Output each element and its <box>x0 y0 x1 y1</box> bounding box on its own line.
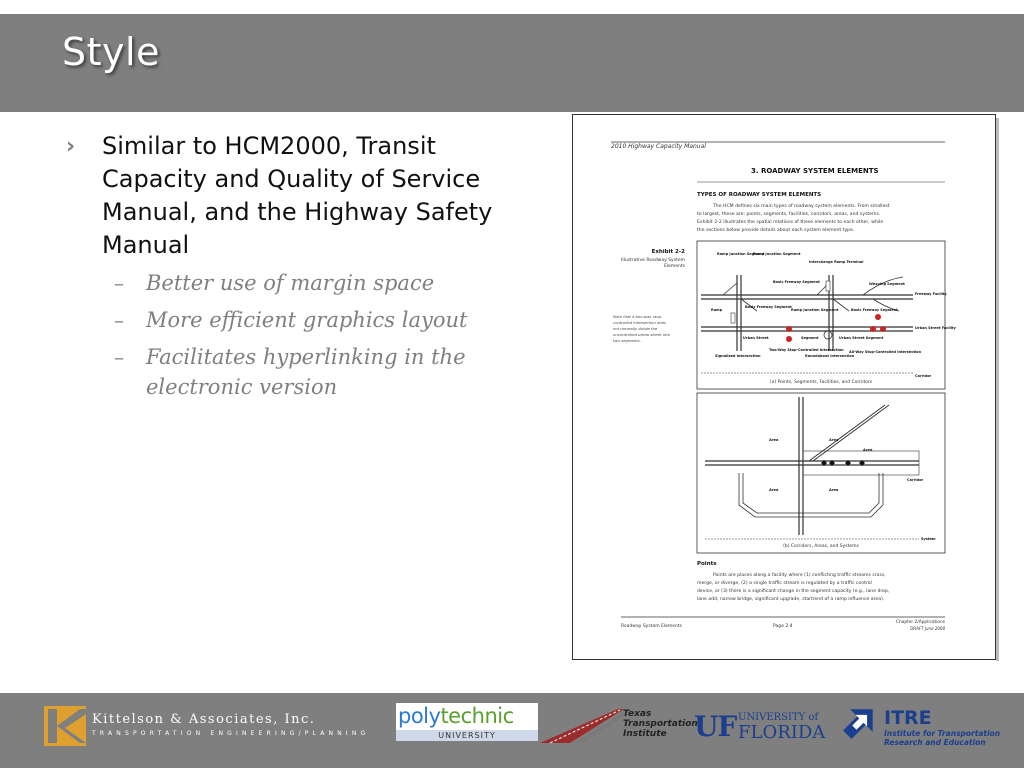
diagram-b-caption: (b) Corridors, Areas, and Systems <box>783 544 859 549</box>
label-area: Area <box>769 488 779 492</box>
doc-footer-left: Roadway System Elements <box>621 624 683 629</box>
label-area: Area <box>829 488 839 492</box>
chevron-bullet-icon: › <box>66 134 76 159</box>
label-ramp-junction: Ramp Junction Segment <box>717 252 765 256</box>
label-two-way-stop: Two-Way Stop-Controlled Intersection <box>769 348 844 352</box>
polytechnic-wordmark <box>398 704 514 728</box>
doc-margin-note: controlled intersection does <box>613 320 667 325</box>
doc-points-line: lane add, narrow bridge, significant upgrade, start/end of a ramp influence area). <box>697 597 885 602</box>
label-basic-freeway: Basic Freeway Segment <box>773 280 820 284</box>
bullet-list <box>66 130 536 409</box>
doc-points-line: Points are places along a facility where (1) conflicting traffic streams cross, <box>713 573 886 578</box>
label-area: Area <box>769 438 779 442</box>
doc-footer-right: Chapter 2/Applications <box>896 620 945 625</box>
sub-bullet-item <box>114 268 536 298</box>
tti-line: Transportation <box>623 719 698 729</box>
polytechnic-university-text: UNIVERSITY <box>396 730 538 741</box>
poly-text: poly <box>398 704 441 728</box>
sub-bullet-marker: – <box>114 345 124 369</box>
label-weaving: Weaving Segment <box>869 282 905 286</box>
label-segment: Segment <box>801 336 819 340</box>
doc-footer-page: Page 2-4 <box>773 624 793 629</box>
doc-exhibit-title: Elements <box>664 264 685 269</box>
doc-intro-line: The HCM defines six main types of roadway system elements. From smallest <box>713 204 890 209</box>
doc-chapter-title: 3. ROADWAY SYSTEM ELEMENTS <box>751 167 879 175</box>
sub-bullet-item <box>114 342 536 402</box>
doc-exhibit-label: Exhibit 2-2 <box>651 249 685 255</box>
document-page <box>573 115 995 659</box>
sub-bullet-marker: – <box>114 271 124 295</box>
doc-margin-note: Note that a two-way stop- <box>613 314 663 319</box>
itre-name <box>884 729 1000 747</box>
doc-exhibit-title: Illustrative Roadway System <box>621 258 685 263</box>
label-corridor: Corridor <box>907 478 924 482</box>
label-freeway-facility: Freeway Facility <box>915 292 947 296</box>
doc-intro-line: Exhibit 2-2 illustrates the spatial relations of these elements to each other, while <box>697 220 884 225</box>
label-ramp-junction: Ramp Junction Segment <box>791 308 839 312</box>
kittelson-tagline: TRANSPORTATION ENGINEERING/PLANNING <box>92 730 370 737</box>
kittelson-name: Kittelson & Associates, Inc. <box>92 712 316 727</box>
doc-margin-note: two segments. <box>613 338 641 343</box>
itre-wordmark: ITRE <box>884 707 932 729</box>
label-roundabout: Roundabout Intersection <box>805 354 855 358</box>
sub-bullet-text: More efficient graphics layout <box>146 308 468 332</box>
label-all-way-stop: All-Way Stop-Controlled Intersection <box>849 350 922 354</box>
label-system: System <box>921 537 936 541</box>
doc-margin-note: uncontrolled urban street into <box>613 332 671 337</box>
bullet-item <box>66 130 536 262</box>
uf-monogram: UF <box>694 710 737 743</box>
label-ramp: Ramp <box>711 308 723 312</box>
doc-intro-line: the sections below provide details about each system element type. <box>697 228 855 233</box>
label-urban-street-facility: Urban Street Facility <box>915 326 956 330</box>
doc-points-line: merge, or diverge, (2) a single traffic stream is regulated by a traffic control <box>697 581 872 586</box>
tti-line: Texas <box>623 709 652 719</box>
uf-university-of: UNIVERSITY of <box>738 712 819 723</box>
tti-name <box>623 709 698 739</box>
itre-line: Research and Education <box>884 738 986 747</box>
sub-bullet-text: Better use of margin space <box>146 271 435 295</box>
doc-footer-draft: DRAFT June 2008 <box>910 626 945 631</box>
itre-line: Institute for Transportation <box>884 729 1001 738</box>
label-urban-street: Urban Street <box>743 336 769 340</box>
sub-bullet-text: Facilitates hyperlinking in the electronic version <box>146 345 466 399</box>
doc-section-title: TYPES OF ROADWAY SYSTEM ELEMENTS <box>697 192 822 198</box>
bullet-text: Similar to HCM2000, Transit Capacity and Quality of Service Manual, and the Highway Safety Manual <box>102 132 493 259</box>
diagram-a <box>697 241 957 389</box>
doc-points-heading: Points <box>697 561 717 567</box>
label-area: Area <box>863 448 873 452</box>
label-ramp-junction: Ramp Junction Segment <box>753 252 801 256</box>
sub-bullet-list <box>114 268 536 402</box>
document-page-image <box>572 114 996 660</box>
uf-florida: FLORIDA <box>738 722 826 743</box>
slide-title: Style <box>62 30 160 74</box>
diagram-b <box>697 393 945 553</box>
tti-line: Institute <box>623 729 667 739</box>
sub-bullet-marker: – <box>114 308 124 332</box>
kittelson-k-logo-icon <box>44 706 86 746</box>
label-area: Area <box>829 438 839 442</box>
doc-margin-note: not normally divide the <box>613 326 658 331</box>
label-interchange: Interchange Ramp Terminal <box>809 260 864 264</box>
label-basic-freeway: Basic Freeway Segment <box>851 308 898 312</box>
sub-bullet-item <box>114 305 536 335</box>
doc-intro-line: to largest, these are: points, segments, facilities, corridors, areas, and systems. <box>697 212 881 217</box>
label-basic-freeway: Basic Freeway Segment <box>745 305 792 309</box>
itre-arrow-logo-icon <box>842 702 878 742</box>
doc-points-line: device, or (3) there is a significant change in the segment capacity (e.g., lane drop, <box>697 589 890 594</box>
label-corridor: Corridor <box>915 374 932 378</box>
diagram-a-caption: (a) Points, Segments, Facilities, and Corridors <box>769 380 873 385</box>
technic-text: technic <box>440 704 514 728</box>
label-urban-street: Urban Street Segment <box>839 336 884 340</box>
polytechnic-logo <box>396 703 538 741</box>
doc-header: 2010 Highway Capacity Manual <box>611 143 706 150</box>
label-signalized: Signalized Intersection <box>715 354 761 358</box>
